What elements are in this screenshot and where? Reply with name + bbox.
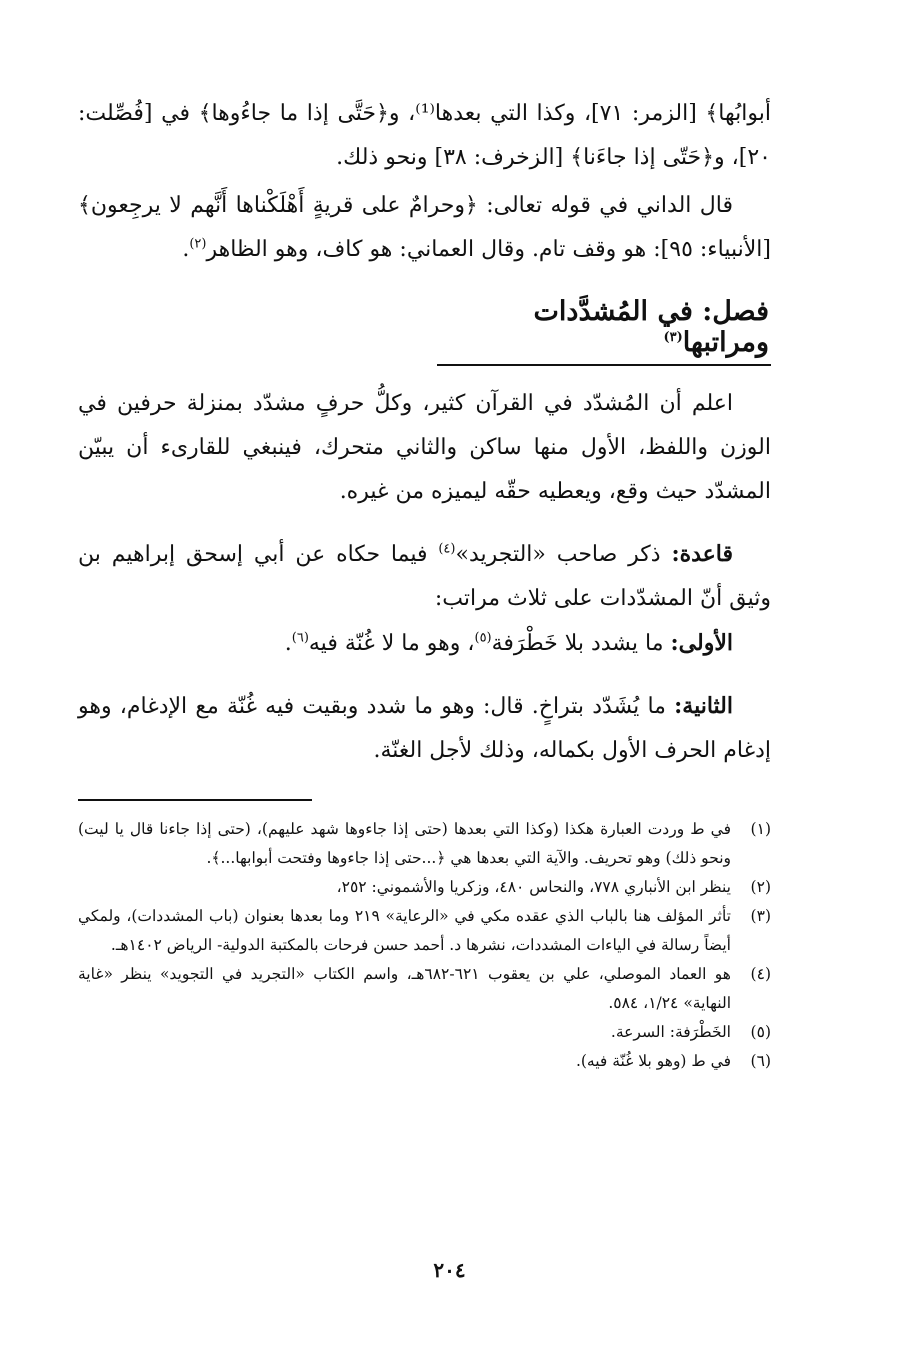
rule-label: قاعدة: [671,541,733,567]
footnote-item [78,902,771,960]
footnote-text: الخَطْرَفة: السرعة. [610,1023,731,1041]
period: . [182,237,190,262]
paragraph-rule [78,532,771,621]
footnote-item [78,873,771,902]
paragraph-continuation [78,92,771,180]
footnote-text: هو العماد الموصلي، علي بن يعقوب ٦٢١-٦٨٢هـ، واسم الكتاب «التجريد في التجويد» ينظر «غاية النهاية» ١/٢٤، ٥٨٤. [78,965,731,1012]
section-heading-text: فصل: في المُشدَّدات ومراتبها [533,296,769,358]
section-heading [437,296,771,366]
first-label: الأولى: [670,630,733,656]
footnote-item [78,1018,771,1047]
footnote-ref-5[interactable]: (٥) [474,630,492,646]
spacer [78,666,771,684]
first-text-c: . [284,631,292,656]
footnote-ref-4[interactable]: (٤) [438,541,456,557]
second-label: الثانية: [674,693,733,719]
paragraph-dani [78,184,771,272]
footnote-number: (٣) [750,907,771,925]
footnotes [78,815,771,1076]
footnote-text: في ط وردت العبارة هكذا (وكذا التي بعدها (حتى إذا جاءوها شهد عليهم)، (حتى إذا جاءنا قال يا ليت) ونحو ذلك) وهو تحريف. والآية التي بعدها هي ﴿...حتى إذا جاءوها وفتحت أبوابها...﴾. [78,820,731,867]
footnote-ref-2[interactable]: (٢) [189,236,207,252]
rule-text-b: فيما حكاه عن أبي إسحق إبراهيم بن وثيق أنّ المشدّدات على ثلاث مراتب: [78,542,771,611]
paragraph-dani-text: قال الداني في قوله تعالى: ﴿وحرامٌ على قريةٍ أَهْلَكْناها أَنَّهم لا يرجِعون﴾ [الأنبياء: ٩٥]: هو وقف تام. وقال العماني: هو كاف، وهو الظاهر [78,193,771,262]
footnote-number: (٢) [750,878,771,896]
spacer [78,514,771,532]
footnote-text: ينظر ابن الأنباري ٧٧٨، والنحاس ٤٨٠، وزكريا والأشموني: ٢٥٢، [336,878,731,896]
paragraph-continuation-text: أبوابُها﴾ [الزمر: ٧١]، وكذا التي بعدها⁽¹⁾، و﴿حَتَّى إذا ما جاءُوها﴾ في [فُصِّلت: ٢٠]، و﴿حَتّى إذا جاءَنا﴾ [الزخرف: ٣٨] ونحو ذلك. [78,101,771,170]
first-text-b: ، وهو ما لا غُنّة فيه [308,631,475,656]
second-text: ما يُشَدّد بتراخٍ. قال: وهو ما شدد وبقيت فيه غُنّة مع الإدغام، وهو إدغام الحرف الأول بكماله، وذلك لأجل الغنّة. [78,694,771,763]
footnote-number: (١) [750,820,771,838]
footnote-separator [78,799,312,801]
paragraph-first [78,621,771,666]
footnote-ref-6[interactable]: (٦) [291,630,309,646]
footnote-ref-3[interactable]: (٣) [663,330,683,345]
footnote-text: تأثر المؤلف هنا بالباب الذي عقده مكي في «الرعاية» ٢١٩ وما بعدها بعنوان (باب المشددات)، ولمكي أيضاً رسالة في الياءات المشددات، نشرها د. أحمد حسن فرحات بالمكتبة الدولية- الرياض ١٤٠٢هـ. [78,907,731,954]
paragraph-intro-text: اعلم أن المُشدّد في القرآن كثير، وكلُّ حرفٍ مشدّد بمنزلة حرفين في الوزن واللفظ، الأول منها ساكن والثاني متحرك، فينبغي للقارىء أن يبيّن المشدّد حيث وقع، ويعطيه حقّه ليميزه من غيره. [78,391,771,504]
footnote-text: في ط (وهو بلا غُنّة فيه). [575,1052,731,1070]
rule-text-a: ذكر صاحب «التجريد» [455,542,661,567]
section-heading-wrap [78,296,771,366]
book-page [78,92,771,1302]
footnote-number: (٤) [750,965,771,983]
footnote-item [78,1047,771,1076]
footnote-number: (٥) [750,1023,771,1041]
footnote-item [78,960,771,1018]
footnote-number: (٦) [750,1052,771,1070]
first-text-a: ما يشدد بلا خَطْرَفة [491,631,664,656]
footnote-item [78,815,771,873]
page-number: ٢٠٤ [433,1258,466,1282]
paragraph-second [78,684,771,773]
paragraph-intro [78,382,771,514]
